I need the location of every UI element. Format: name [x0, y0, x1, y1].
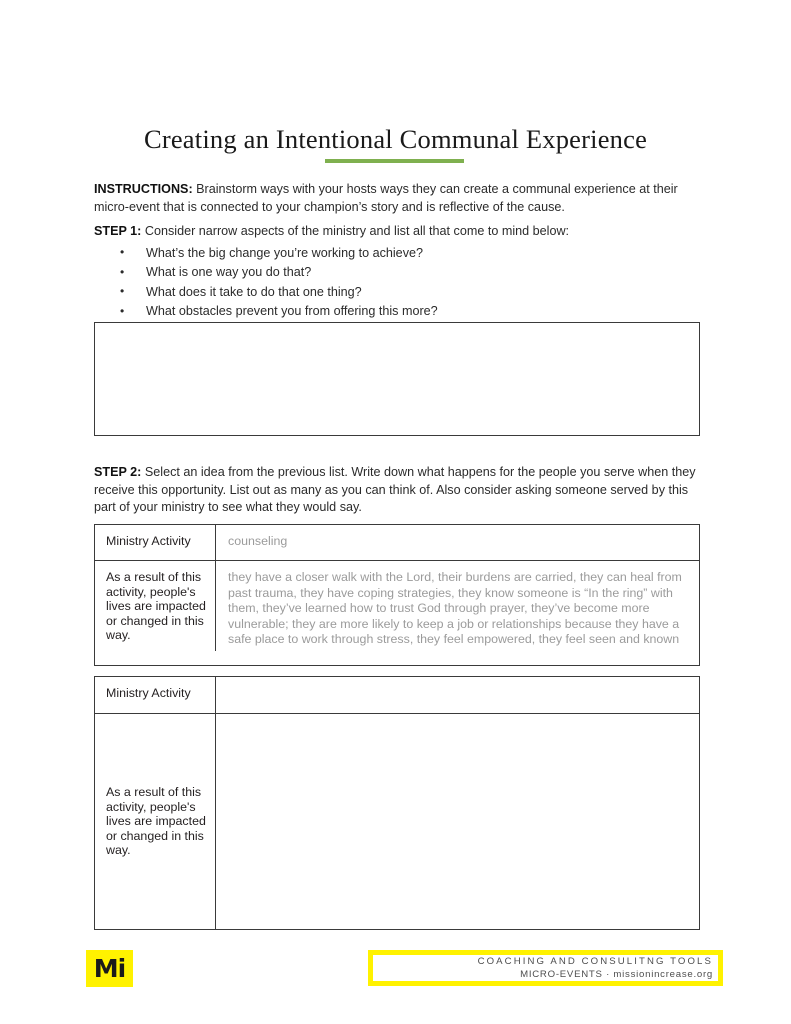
activity-value-cell[interactable] — [216, 677, 699, 713]
step1-text: Consider narrow aspects of the ministry and list all that come to mind below: — [141, 224, 570, 238]
mission-increase-logo — [86, 950, 133, 987]
result-value-cell[interactable]: they have a closer walk with the Lord, their burdens are carried, they can heal from past trauma, they have coping strategies, they know someone is “In the ring” with them, they’ve learned how to trust God through prayer, they’ve become more vulnerable; they are more likely to keep a job or relationships because they have a safe place to work through stress, they feel empowered, they feel seen and known — [228, 570, 682, 647]
list-item: • What obstacles prevent you from offering this more? — [94, 302, 704, 322]
result-value-cell[interactable] — [216, 714, 699, 929]
instructions-lead: INSTRUCTIONS: — [94, 182, 193, 196]
table-row — [95, 560, 699, 665]
step1-answer-box[interactable] — [94, 322, 700, 436]
step2-lead: STEP 2: — [94, 465, 142, 479]
table-row — [95, 525, 699, 560]
step1-block — [94, 223, 704, 322]
ministry-activity-table-filled — [94, 524, 700, 666]
activity-value-cell[interactable]: counseling — [228, 534, 288, 548]
step1-heading — [94, 223, 704, 241]
ministry-activity-table-blank — [94, 676, 700, 930]
step2-text: Select an idea from the previous list. Write down what happens for the people you serve when they receive this opportunity. List out as many as you can think of. Also consider asking someone served by this part of your ministry to see what they would say. — [94, 465, 696, 514]
logo-text: Mi — [93, 954, 126, 983]
step2-block — [94, 464, 704, 517]
table-row — [95, 713, 699, 929]
list-item: • What’s the big change you’re working to achieve? — [94, 244, 704, 264]
activity-label-cell: Ministry Activity — [95, 525, 216, 560]
footer-website: MICRO-EVENTS · missionincrease.org — [520, 969, 713, 980]
title-divider — [325, 159, 464, 163]
step1-bullet-list — [94, 244, 704, 322]
footer-tagline: COACHING AND CONSULITNG TOOLS — [477, 956, 713, 967]
result-label-cell: As a result of this activity, people's lives are impacted or changed in this way. — [95, 714, 216, 929]
footer-credit-box — [368, 950, 723, 986]
instructions-text: Brainstorm ways with your hosts ways they can create a communal experience at their micro-event that is connected to your champion’s story and is reflective of the cause. — [94, 182, 678, 214]
page-title: Creating an Intentional Communal Experience — [143, 124, 648, 154]
activity-label-cell: Ministry Activity — [95, 677, 216, 713]
list-item: • What is one way you do that? — [94, 263, 704, 283]
instructions-paragraph — [94, 181, 704, 216]
list-item: • What does it take to do that one thing? — [94, 283, 704, 303]
step1-lead: STEP 1: — [94, 224, 142, 238]
table-row — [95, 677, 699, 713]
result-label-cell: As a result of this activity, people's lives are impacted or changed in this way. — [95, 561, 216, 651]
